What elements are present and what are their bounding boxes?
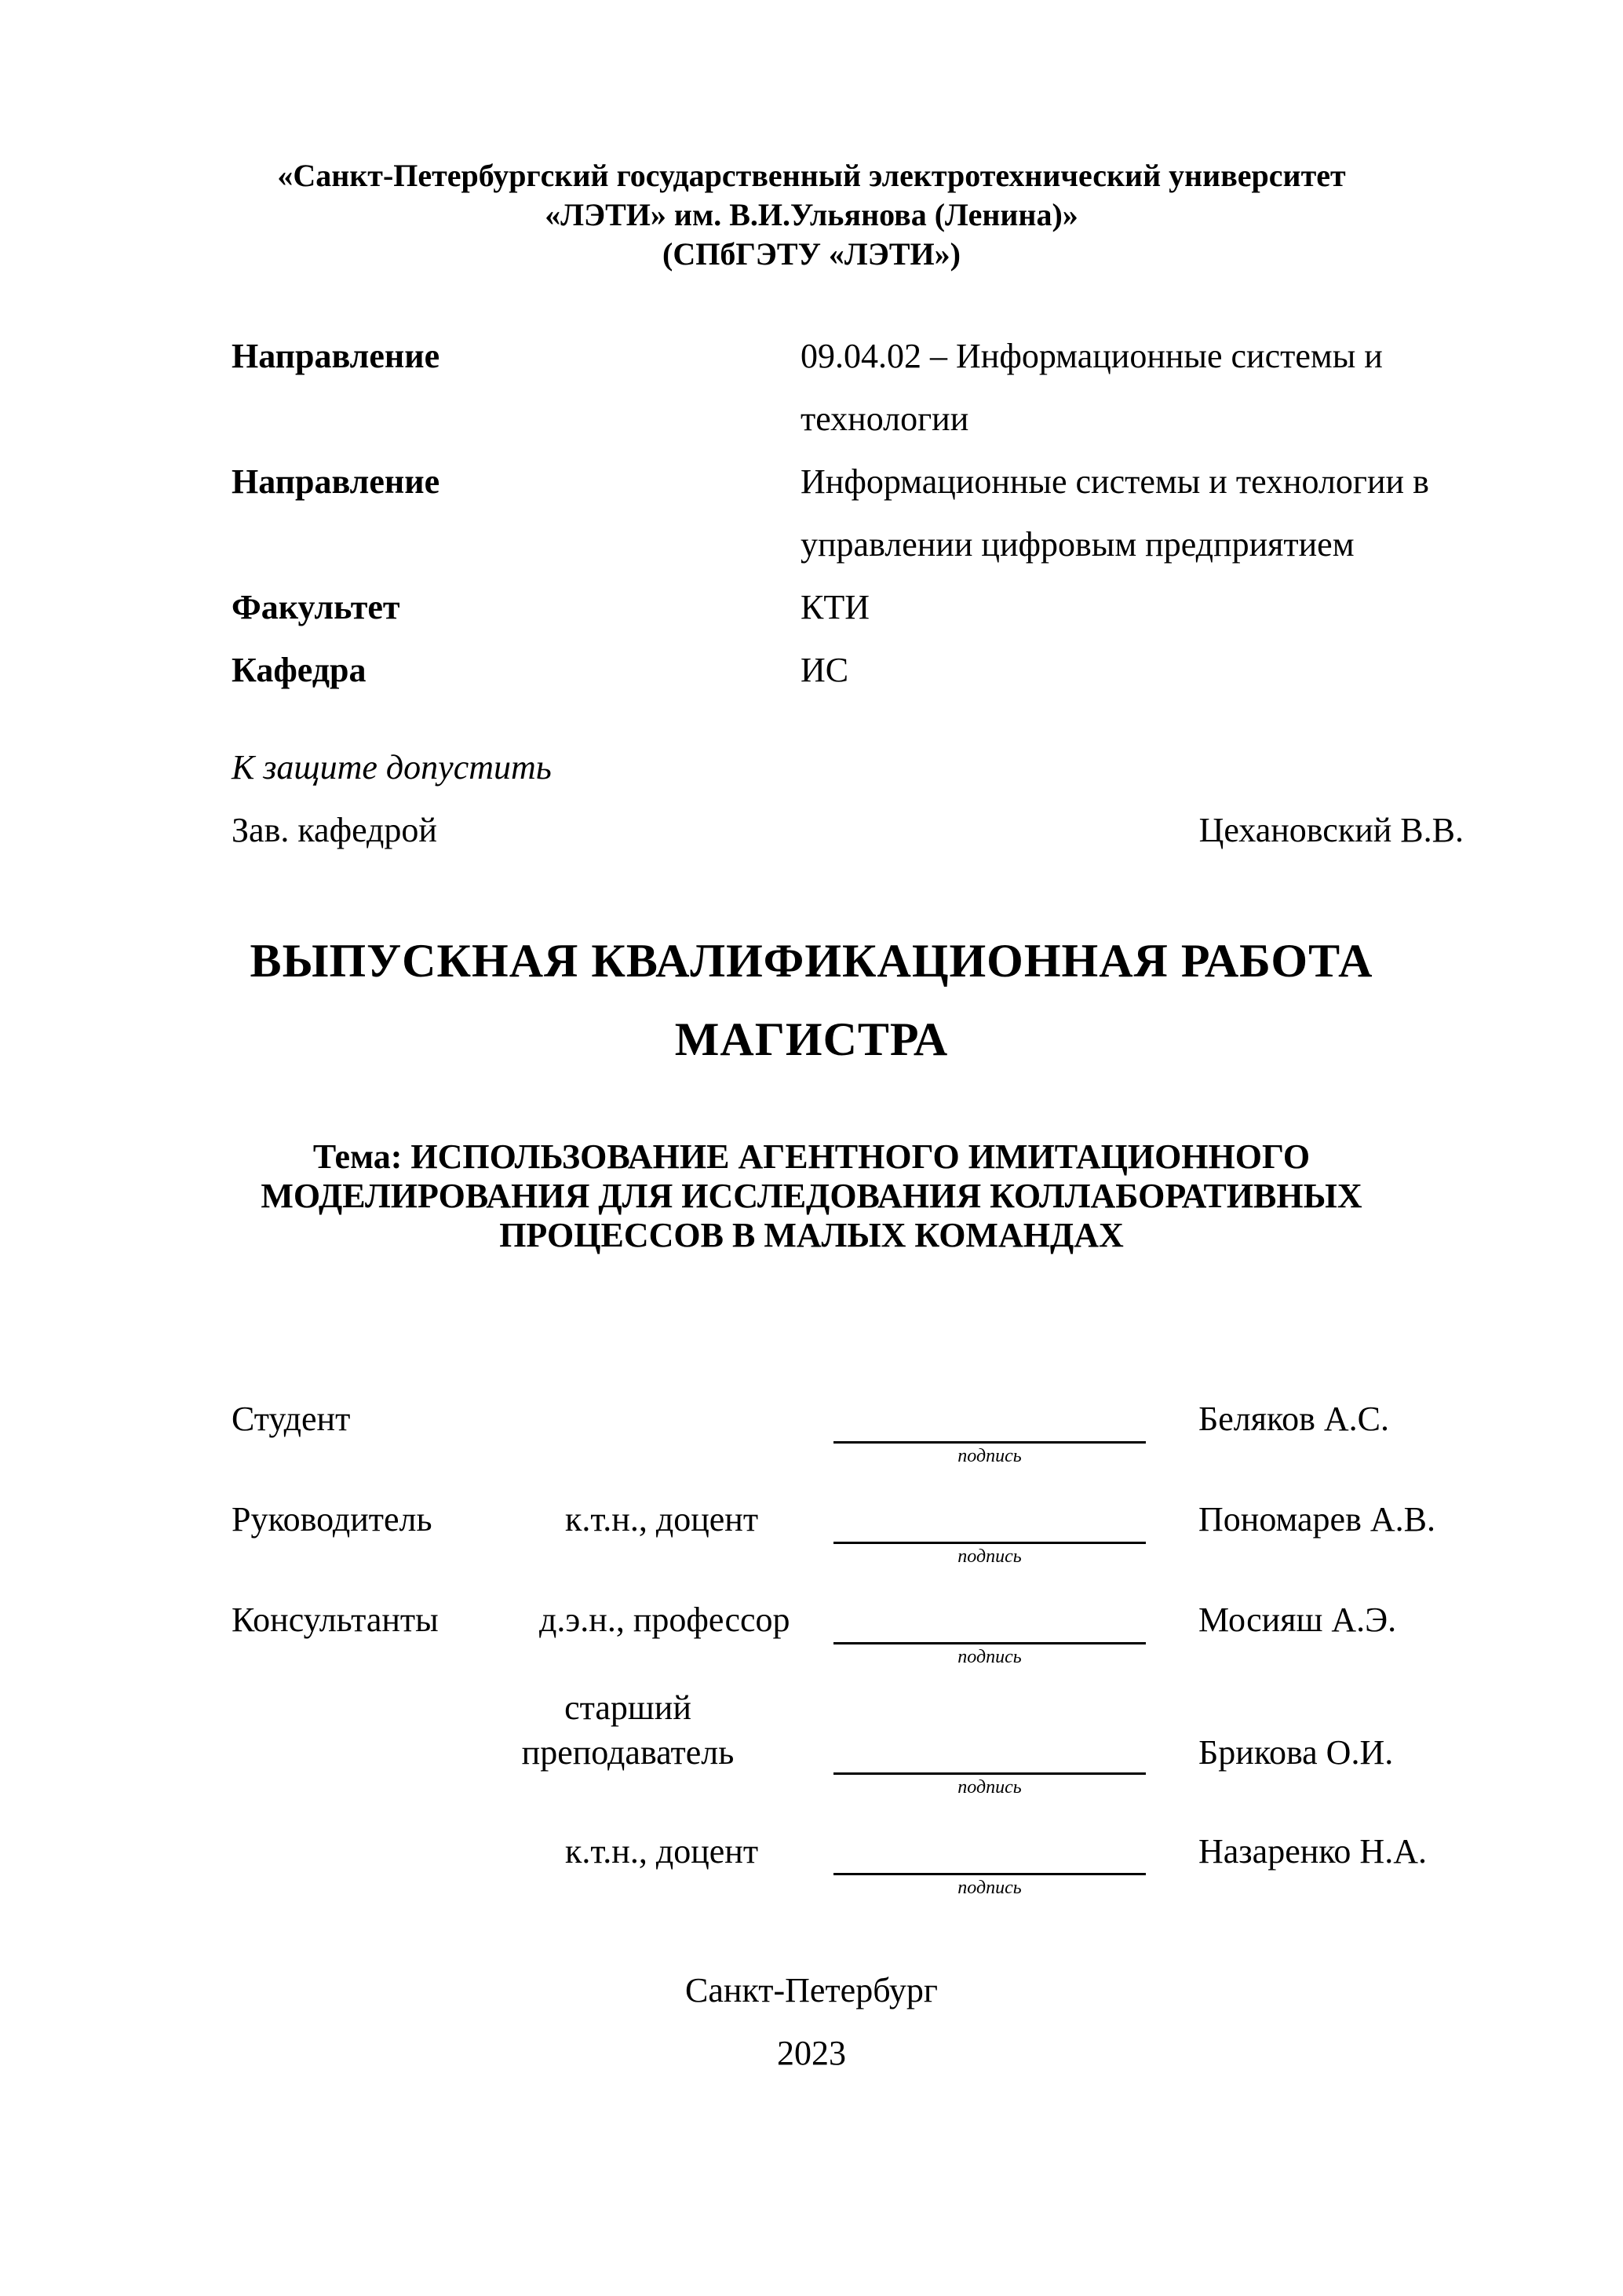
document-title-line2: МАГИСТРА	[674, 1013, 949, 1065]
footer-year: 2023	[777, 2034, 846, 2072]
signature-name-consultant1: Мосияш А.Э.	[1198, 1601, 1397, 1639]
info-label-program: Направление	[232, 462, 440, 501]
info-value-faculty: КТИ	[801, 588, 870, 626]
head-of-department-label: Зав. кафедрой	[232, 811, 437, 849]
signature-caption: подпись	[957, 1546, 1022, 1567]
signature-role-supervisor: Руководитель	[232, 1500, 432, 1539]
signature-position-consultant2-line1: старший	[564, 1688, 691, 1727]
admit-to-defense: К защите допустить	[232, 748, 552, 787]
university-abbr: (СПбГЭТУ «ЛЭТИ»)	[662, 236, 961, 272]
document-title-line1: ВЫПУСКНАЯ КВАЛИФИКАЦИОННАЯ РАБОТА	[250, 935, 1373, 987]
signature-position-consultant3: к.т.н., доцент	[565, 1832, 759, 1871]
signature-line[interactable]	[833, 1542, 1146, 1544]
theme-text-line2: МОДЕЛИРОВАНИЯ ДЛЯ ИССЛЕДОВАНИЯ КОЛЛАБОРАТИВНЫХ	[261, 1177, 1362, 1215]
signature-position-consultant2-line2: преподаватель	[521, 1733, 735, 1772]
info-label-direction: Направление	[232, 337, 440, 375]
signature-line[interactable]	[833, 1441, 1146, 1444]
footer-city: Санкт-Петербург	[685, 1971, 938, 2009]
university-name-line2: «ЛЭТИ» им. В.И.Ульянова (Ленина)»	[545, 197, 1078, 232]
signature-caption: подпись	[957, 1446, 1022, 1466]
signature-line[interactable]	[833, 1642, 1146, 1644]
info-label-department: Кафедра	[232, 651, 367, 689]
signature-line[interactable]	[833, 1873, 1146, 1875]
university-name-line1: «Санкт-Петербургский государственный электротехнический университет	[277, 158, 1346, 193]
signature-name-consultant3: Назаренко Н.А.	[1198, 1832, 1427, 1871]
info-value-program-line1: Информационные системы и технологии в	[801, 462, 1429, 501]
info-value-department: ИС	[801, 651, 849, 689]
info-label-faculty: Факультет	[232, 588, 400, 626]
signature-name-consultant2: Брикова О.И.	[1198, 1733, 1394, 1772]
theme-line1	[0, 1137, 1623, 1177]
signature-caption: подпись	[957, 1647, 1022, 1667]
head-of-department-name: Цехановский В.В.	[1198, 811, 1464, 849]
info-value-direction-line2: технологии	[801, 400, 969, 438]
theme-text-line3: ПРОЦЕССОВ В МАЛЫХ КОМАНДАХ	[499, 1216, 1124, 1254]
signature-role-consultants: Консультанты	[232, 1601, 439, 1639]
signature-position-consultant1: д.э.н., профессор	[539, 1601, 790, 1639]
signature-caption: подпись	[957, 1878, 1022, 1898]
signature-name-student: Беляков А.С.	[1198, 1400, 1390, 1438]
signature-position-supervisor: к.т.н., доцент	[565, 1500, 759, 1539]
theme-prefix: Тема:	[312, 1137, 403, 1176]
theme-text-line1: ИСПОЛЬЗОВАНИЕ АГЕНТНОГО ИМИТАЦИОННОГО	[410, 1137, 1311, 1176]
signature-name-supervisor: Пономарев А.В.	[1198, 1500, 1435, 1539]
info-value-program-line2: управлении цифровым предприятием	[801, 525, 1355, 564]
info-value-direction-line1: 09.04.02 – Информационные системы и	[801, 337, 1383, 375]
signature-line[interactable]	[833, 1772, 1146, 1775]
signature-caption: подпись	[957, 1777, 1022, 1798]
signature-role-student: Студент	[232, 1400, 351, 1438]
